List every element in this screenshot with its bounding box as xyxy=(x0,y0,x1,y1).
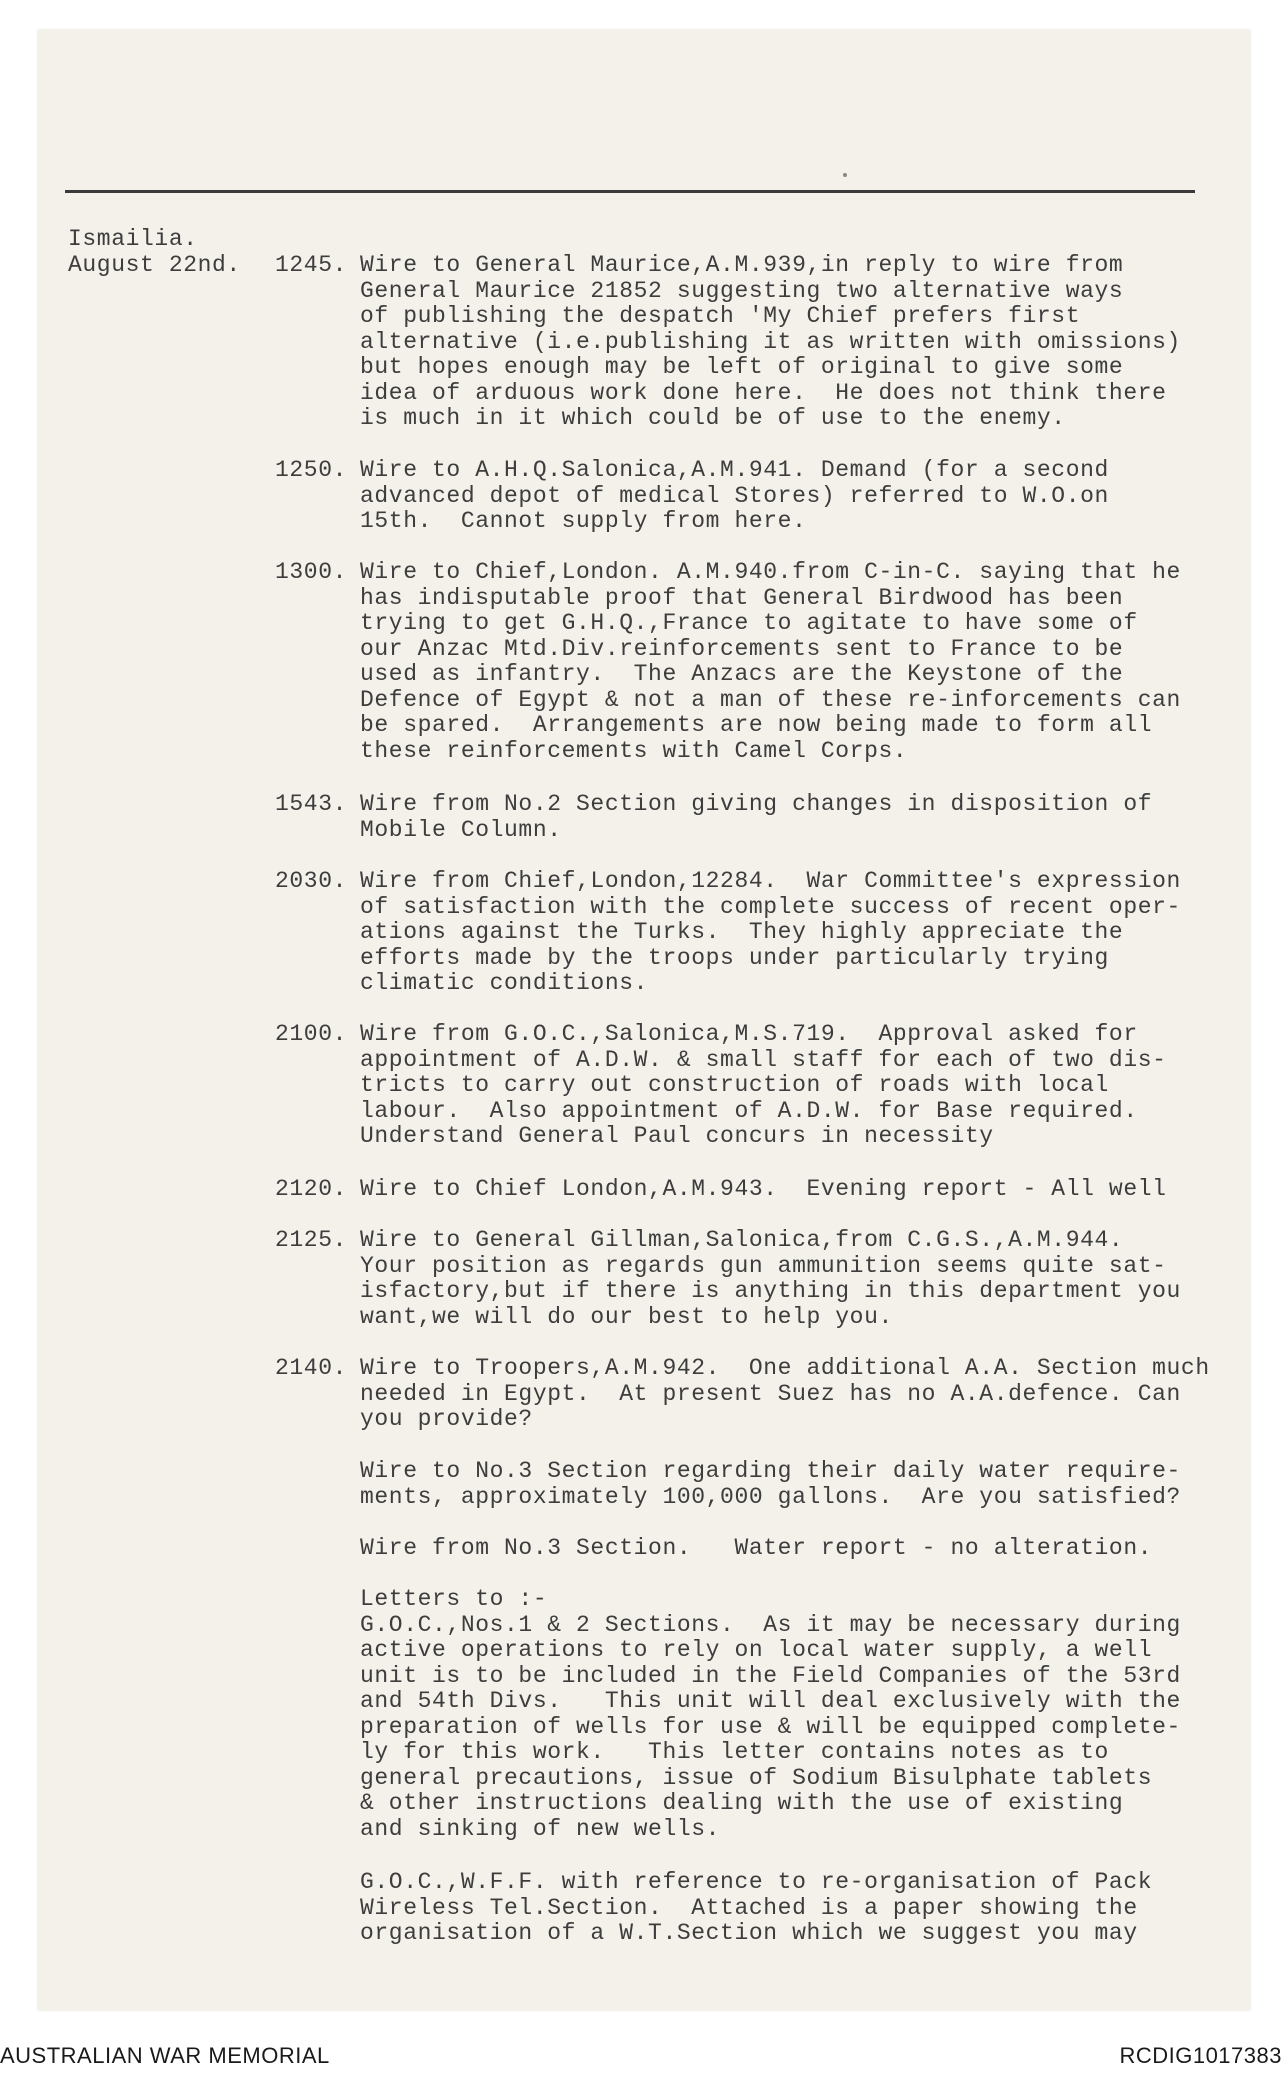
entry-text: Wire from Chief,London,12284. War Committee's expression of satisfaction with the complete success of recent oper- ations against the Turks. They highly appreciate the efforts made by the troops under particularly trying climatic conditions. xyxy=(360,868,1181,996)
entry-text: Wire from G.O.C.,Salonica,M.S.719. Approval asked for appointment of A.D.W. & small staff for each of two dis- tricts to carry out construction of roads with local labour. Also appointment of A.D.W. for Base required. Understand General Paul concurs in necessity xyxy=(360,1021,1167,1149)
entry-time: 2125. xyxy=(274,1227,347,1253)
entry-time: 1300. xyxy=(274,559,347,585)
entry-time: 2030. xyxy=(274,868,347,894)
entry-time: 1250. xyxy=(274,457,347,483)
diary-date: August 22nd. xyxy=(68,252,241,278)
entry-text: Wire to Chief London,A.M.943. Evening report - All well xyxy=(360,1176,1167,1202)
diary-paragraph: Wire to No.3 Section regarding their daily water require- ments, approximately 100,000 gallons. Are you satisfied? xyxy=(360,1458,1181,1510)
entry-time: 1245. xyxy=(274,252,347,278)
entry-text: Wire to Chief,London. A.M.940.from C-in-C. saying that he has indisputable proof that General Birdwood has been trying to get G.H.Q.,France to agitate to have some of our Anzac Mtd.Div.reinforcements sent to France to be used as infantry. The Anzacs are the Keystone of the Defence of Egypt & not a man of these re-inforcements can be spared. Arrangements are now being made to form all these reinforcements with Camel Corps. xyxy=(360,559,1181,764)
entry-text: Wire to Troopers,A.M.942. One additional A.A. Section much needed in Egypt. At present Suez has no A.A.defence. Can you provide? xyxy=(360,1355,1210,1432)
entry-time: 2120. xyxy=(274,1176,347,1202)
footer-record-id: RCDIG1017383 xyxy=(1119,2043,1282,2068)
entry-text: Wire to A.H.Q.Salonica,A.M.941. Demand (for a second advanced depot of medical Stores) referred to W.O.on 15th. Cannot supply from here. xyxy=(360,457,1109,534)
entry-text: Wire to General Maurice,A.M.939,in reply to wire from General Maurice 21852 suggesting two alternative ways of publishing the despatch 'My Chief prefers first alternative (i.e.publishing it as written with omissions) but hopes enough may be left of original to give some idea of arduous work done here. He does not think there is much in it which could be of use to the enemy. xyxy=(360,252,1181,431)
diary-paragraph: Wire from No.3 Section. Water report - no alteration. xyxy=(360,1535,1153,1561)
diary-paragraph: G.O.C.,W.F.F. with reference to re-organisation of Pack Wireless Tel.Section. Attached is a paper showing the organisation of a W.T.Section which we suggest you may xyxy=(360,1869,1153,1946)
entry-text: Wire from No.2 Section giving changes in disposition of Mobile Column. xyxy=(360,791,1153,843)
entry-text: Wire to General Gillman,Salonica,from C.G.S.,A.M.944. Your position as regards gun ammunition seems quite sat- isfactory,but if there is anything in this department you want,we will do our best to help you. xyxy=(360,1227,1181,1330)
paper-speck xyxy=(843,173,847,177)
diary-paragraph: Letters to :- G.O.C.,Nos.1 & 2 Sections. As it may be necessary during active operations to rely on local water supply, a well unit is to be included in the Field Companies of the 53rd and 54th Divs. This unit will deal exclusively with the preparation of wells for use & will be equipped complete- ly for this work. This letter contains notes as to general precautions, issue of Sodium Bisulphate tablets & other instructions dealing with the use of existing and sinking of new wells. xyxy=(360,1586,1181,1842)
footer-institution: AUSTRALIAN WAR MEMORIAL xyxy=(0,2043,330,2068)
header-rule xyxy=(65,190,1195,193)
diary-place: Ismailia. xyxy=(68,226,198,252)
entry-time: 2100. xyxy=(274,1021,347,1047)
entry-time: 1543. xyxy=(274,791,347,817)
entry-time: 2140. xyxy=(274,1355,347,1381)
